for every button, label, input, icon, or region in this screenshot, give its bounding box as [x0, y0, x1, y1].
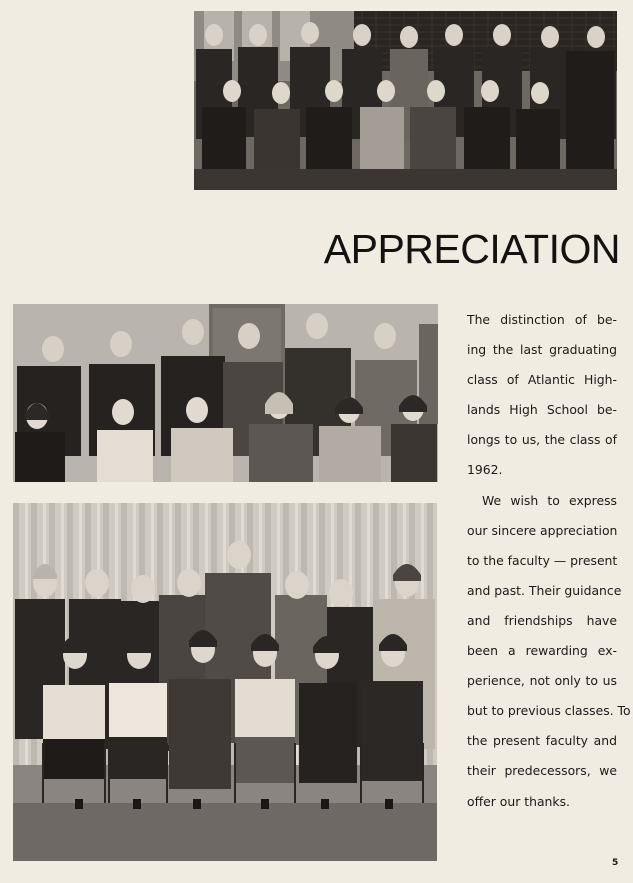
text-line: longs to us, the class of — [467, 432, 617, 448]
text-line: our sincere appreciation — [467, 522, 618, 538]
faculty-photo-past-top-image — [194, 11, 617, 190]
text-line: class of Atlantic High- — [467, 372, 617, 388]
text-line: but to previous classes. To — [467, 703, 631, 719]
faculty-photo-middle — [13, 304, 438, 482]
text-line: The distinction of be- — [467, 312, 617, 327]
faculty-photo-present — [13, 503, 437, 861]
page-number: 5 — [612, 858, 619, 868]
faculty-photo-past-top — [194, 11, 617, 190]
faculty-photo-present-image — [13, 503, 437, 861]
text-line: lands High School be- — [467, 402, 617, 418]
text-line: their predecessors, we — [467, 763, 617, 779]
text-line: perience, not only to us — [467, 673, 617, 689]
page-title: APPRECIATION — [323, 226, 620, 272]
text-line: offer our thanks. — [467, 793, 570, 809]
text-line: and past. Their guidance — [467, 582, 622, 598]
text-line: been a rewarding ex- — [467, 643, 617, 659]
text-line: to the faculty — present — [467, 552, 618, 568]
text-line: 1962. — [467, 462, 503, 478]
text-line: and friendships have — [467, 612, 617, 628]
appreciation-text — [467, 305, 631, 817]
text-line: ing the last graduating — [467, 342, 617, 358]
text-line: We wish to express — [482, 492, 617, 508]
faculty-photo-middle-image — [13, 304, 438, 482]
text-line: the present faculty and — [467, 733, 617, 749]
